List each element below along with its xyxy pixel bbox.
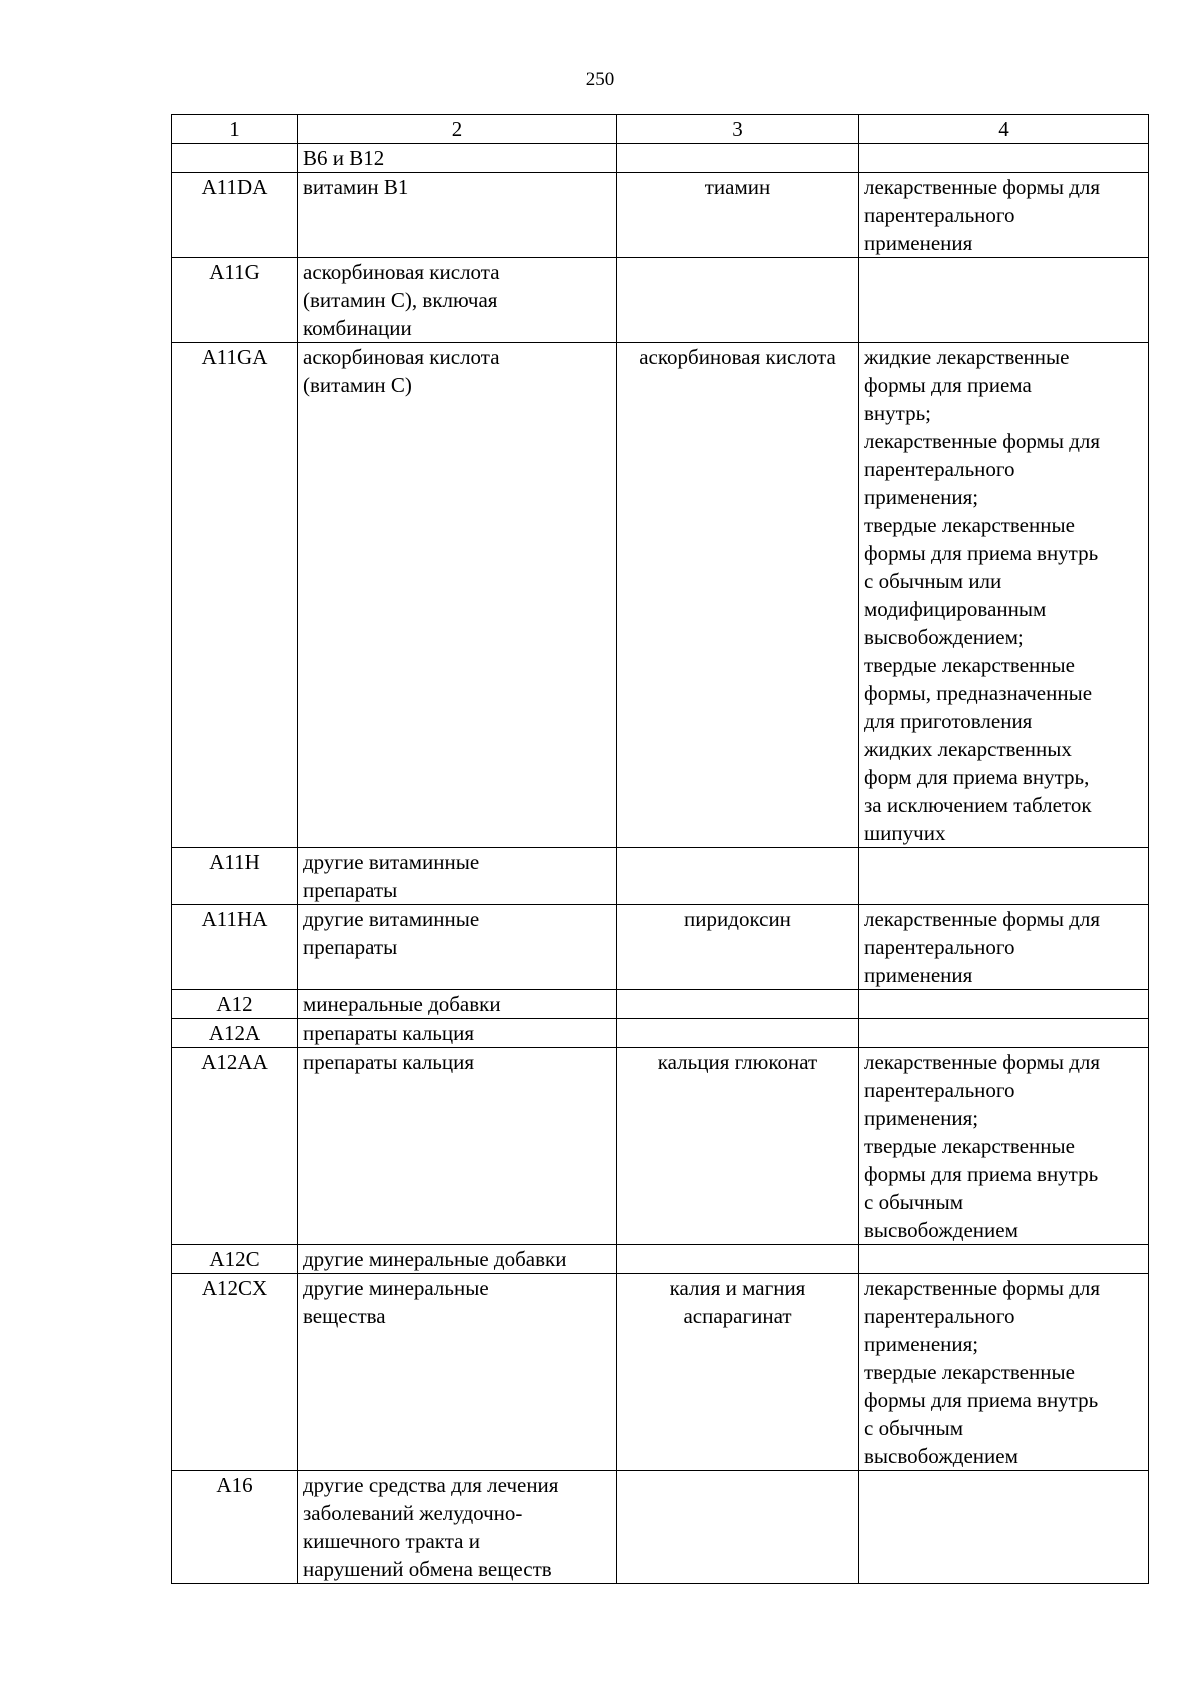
- drug-name-cell: пиридоксин: [617, 905, 859, 990]
- atc-code-cell: A11DA: [172, 173, 298, 258]
- table-row: [172, 1048, 1149, 1245]
- dosage-form-cell: [859, 990, 1149, 1019]
- dosage-form-cell: лекарственные формы для парентерального применения: [859, 173, 1149, 258]
- drug-name-cell: [617, 144, 859, 173]
- table-row: [172, 173, 1149, 258]
- drug-name-cell: тиамин: [617, 173, 859, 258]
- atc-code-cell: A12AA: [172, 1048, 298, 1245]
- group-name-cell: другие витаминные препараты: [298, 905, 617, 990]
- group-name-cell: другие средства для лечения заболеваний желудочно- кишечного тракта и нарушений обмена веществ: [298, 1471, 617, 1584]
- group-name-cell: аскорбиновая кислота (витамин С): [298, 343, 617, 848]
- table-row: [172, 848, 1149, 905]
- drug-name-cell: [617, 1471, 859, 1584]
- table-row: [172, 1245, 1149, 1274]
- drug-name-cell: аскорбиновая кислота: [617, 343, 859, 848]
- table-row: [172, 1274, 1149, 1471]
- atc-code-cell: A16: [172, 1471, 298, 1584]
- group-name-cell: витамин B1: [298, 173, 617, 258]
- table-row: [172, 343, 1149, 848]
- atc-code-cell: A11H: [172, 848, 298, 905]
- header-row: [172, 115, 1149, 144]
- group-name-cell: препараты кальция: [298, 1019, 617, 1048]
- group-name-cell: минеральные добавки: [298, 990, 617, 1019]
- table-row: [172, 1019, 1149, 1048]
- header-cell-2: 2: [298, 115, 617, 144]
- table-row: [172, 905, 1149, 990]
- atc-code-cell: A12C: [172, 1245, 298, 1274]
- dosage-form-cell: лекарственные формы для парентерального применения; твердые лекарственные формы для приема внутрь с обычным высвобождением: [859, 1274, 1149, 1471]
- dosage-form-cell: лекарственные формы для парентерального применения: [859, 905, 1149, 990]
- group-name-cell: другие витаминные препараты: [298, 848, 617, 905]
- dosage-form-cell: [859, 258, 1149, 343]
- group-name-cell: B6 и B12: [298, 144, 617, 173]
- drug-name-cell: кальция глюконат: [617, 1048, 859, 1245]
- atc-code-cell: A12CX: [172, 1274, 298, 1471]
- page-number: 250: [585, 69, 615, 90]
- drug-name-cell: [617, 990, 859, 1019]
- drug-name-cell: [617, 848, 859, 905]
- dosage-form-cell: [859, 848, 1149, 905]
- dosage-form-cell: жидкие лекарственные формы для приема внутрь; лекарственные формы для парентерального применения; твердые лекарственные формы для приема внутрь с обычным или модифицированным высвобождением; твердые лекарственные формы, предназначенные для приготовления жидких лекарственных форм для приема внутрь, за исключением таблеток шипучих: [859, 343, 1149, 848]
- atc-code-cell: A11HA: [172, 905, 298, 990]
- dosage-form-cell: [859, 1019, 1149, 1048]
- header-cell-3: 3: [617, 115, 859, 144]
- drug-name-cell: [617, 1245, 859, 1274]
- header-cell-1: 1: [172, 115, 298, 144]
- atc-code-cell: A12: [172, 990, 298, 1019]
- header-cell-4: 4: [859, 115, 1149, 144]
- drug-name-cell: калия и магния аспарагинат: [617, 1274, 859, 1471]
- drug-name-cell: [617, 1019, 859, 1048]
- atc-code-cell: A11G: [172, 258, 298, 343]
- group-name-cell: другие минеральные вещества: [298, 1274, 617, 1471]
- table-row: [172, 1471, 1149, 1584]
- dosage-form-cell: [859, 144, 1149, 173]
- group-name-cell: другие минеральные добавки: [298, 1245, 617, 1274]
- table-row: [172, 990, 1149, 1019]
- table-row: [172, 258, 1149, 343]
- table-row: [172, 144, 1149, 173]
- dosage-form-cell: [859, 1471, 1149, 1584]
- atc-code-cell: A12A: [172, 1019, 298, 1048]
- group-name-cell: аскорбиновая кислота (витамин С), включая комбинации: [298, 258, 617, 343]
- atc-code-cell: A11GA: [172, 343, 298, 848]
- dosage-form-cell: [859, 1245, 1149, 1274]
- drug-classification-table: [171, 114, 1149, 1584]
- dosage-form-cell: лекарственные формы для парентерального применения; твердые лекарственные формы для приема внутрь с обычным высвобождением: [859, 1048, 1149, 1245]
- drug-name-cell: [617, 258, 859, 343]
- atc-code-cell: [172, 144, 298, 173]
- group-name-cell: препараты кальция: [298, 1048, 617, 1245]
